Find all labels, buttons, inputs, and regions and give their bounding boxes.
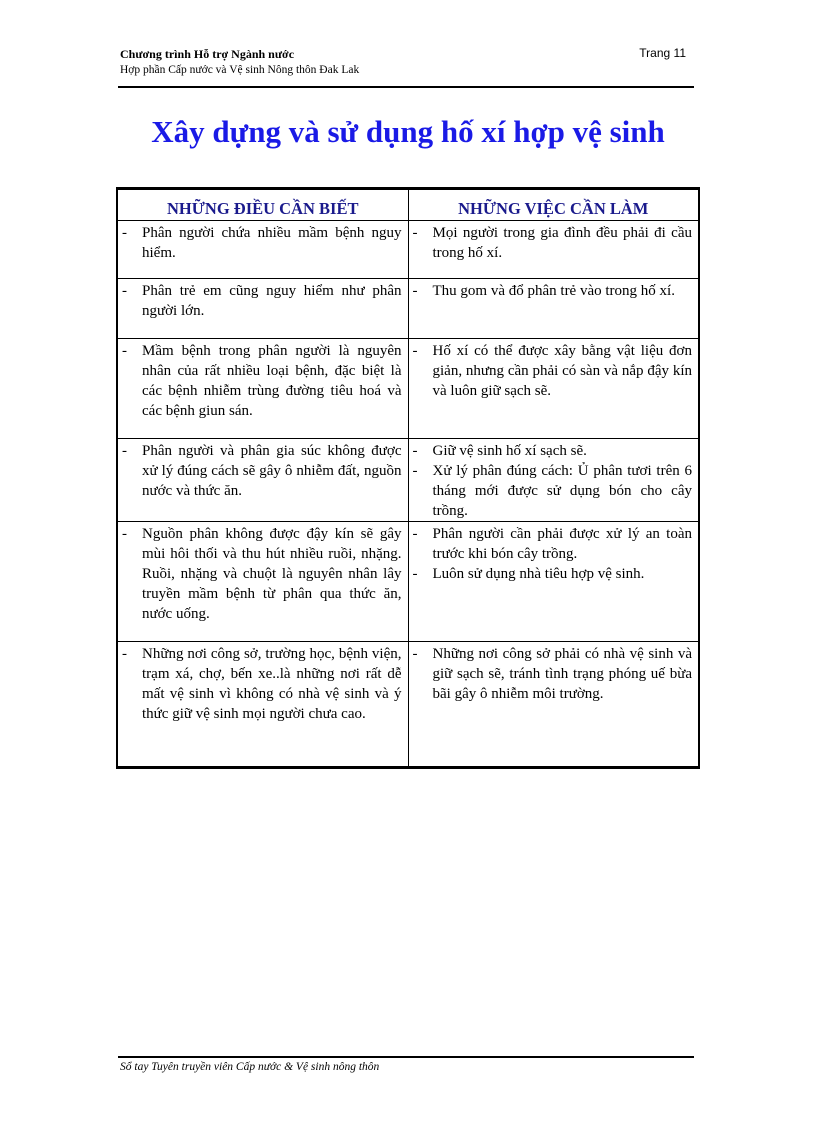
list-item-text: Những nơi công sở, trường học, bệnh viện, trạm xá, chợ, bến xe..là những nơi rất dễ mất vệ sinh vì không có nhà vệ sinh và ý thức giữ vệ sinh mọi người chưa cao. [142,646,402,722]
bullet-dash: - [412,225,418,241]
list-item-text: Phân người cần phải được xử lý an toàn trước khi bón cây trồng. [432,526,692,562]
page-number: Trang 11 [639,46,686,60]
bullet-dash: - [412,283,418,299]
program-name: Chương trình Hỗ trợ Ngành nước [120,47,295,61]
bullet-dash: - [412,443,418,459]
page-footer: Sổ tay Tuyên truyền viên Cấp nước & Vệ sinh nông thôn [120,1061,380,1073]
list-item [413,524,693,564]
bullet-dash: - [122,526,127,542]
bullet-dash: - [122,343,127,359]
cell-things-to-know [117,642,408,768]
bullet-dash: - [122,443,127,459]
cell-things-to-do [408,642,699,768]
list-item-text: Những nơi công sở phải có nhà vệ sinh và giữ sạch sẽ, tránh tình trạng phóng uế bừa bãi gây ô nhiễm môi trường. [432,646,692,702]
list-item-text: Phân người chứa nhiều mầm bệnh nguy hiểm. [142,225,402,261]
cell-things-to-know [117,279,408,339]
bullet-dash: - [412,526,418,542]
cell-things-to-do [408,339,699,439]
footer-divider [118,1056,694,1058]
list-item [413,223,693,263]
list-item [122,644,402,724]
list-item [413,281,693,301]
list-item [122,441,402,501]
cell-things-to-do [408,439,699,522]
cell-things-to-do [408,221,699,279]
cell-things-to-know [117,221,408,279]
list-item [413,341,693,401]
bullet-dash: - [412,343,418,359]
cell-things-to-know [117,339,408,439]
list-item [122,281,402,321]
list-item-text: Mọi người trong gia đình đều phải đi cầu trong hố xí. [432,225,692,261]
cell-things-to-do [408,522,699,642]
table-row [117,439,699,522]
cell-things-to-know [117,522,408,642]
list-item [413,644,693,704]
list-item [122,223,402,263]
list-item [122,524,402,624]
bullet-dash: - [412,646,418,662]
table-row [117,221,699,279]
list-item [413,461,693,521]
table-row [117,339,699,439]
list-item-text: Phân người và phân gia súc không được xử lý đúng cách sẽ gây ô nhiễm đất, nguồn nước và thức ăn. [142,443,402,499]
bullet-dash: - [412,463,418,479]
table-row [117,522,699,642]
table-row [117,279,699,339]
bullet-dash: - [122,225,127,241]
cell-things-to-know [117,439,408,522]
header-things-to-do: NHỮNG VIỆC CẦN LÀM [408,189,699,221]
page-header [120,46,694,78]
component-name: Hợp phần Cấp nước và Vệ sinh Nông thôn Đak Lak [120,64,360,76]
list-item-text: Giữ vệ sinh hố xí sạch sẽ. [432,443,587,459]
header-things-to-know: NHỮNG ĐIỀU CẦN BIẾT [117,189,408,221]
list-item-text: Xử lý phân đúng cách: Ủ phân tươi trên 6 tháng mới được sử dụng bón cho cây trồng. [432,463,692,519]
page-title: Xây dựng và sử dụng hố xí hợp vệ sinh [151,114,665,149]
bullet-dash: - [122,283,127,299]
header-divider [118,86,694,88]
table-header-row [117,189,699,221]
list-item-text: Luôn sử dụng nhà tiêu hợp vệ sinh. [432,566,645,582]
guidance-table [116,187,700,769]
cell-things-to-do [408,279,699,339]
list-item [413,441,693,461]
list-item-text: Phân trẻ em cũng nguy hiểm như phân người lớn. [142,283,402,319]
list-item-text: Hố xí có thể được xây bằng vật liệu đơn giản, nhưng cần phải có sàn và nắp đậy kín và luôn giữ sạch sẽ. [432,343,692,399]
list-item [413,564,693,584]
bullet-dash: - [122,646,127,662]
bullet-dash: - [412,566,418,582]
list-item [122,341,402,421]
list-item-text: Mầm bệnh trong phân người là nguyên nhân của rất nhiều loại bệnh, đặc biệt là các bệnh nhiễm trùng đường tiêu hoá và các bệnh giun sán. [142,343,402,419]
table-row [117,642,699,768]
list-item-text: Thu gom và đổ phân trẻ vào trong hố xí. [432,283,675,299]
list-item-text: Nguồn phân không được đậy kín sẽ gây mùi hôi thối và thu hút nhiều ruồi, nhặng. Ruồi, nhặng và chuột là nguyên nhân lây truyền mầm bệnh từ phân qua thức ăn, nước uống. [142,526,402,622]
